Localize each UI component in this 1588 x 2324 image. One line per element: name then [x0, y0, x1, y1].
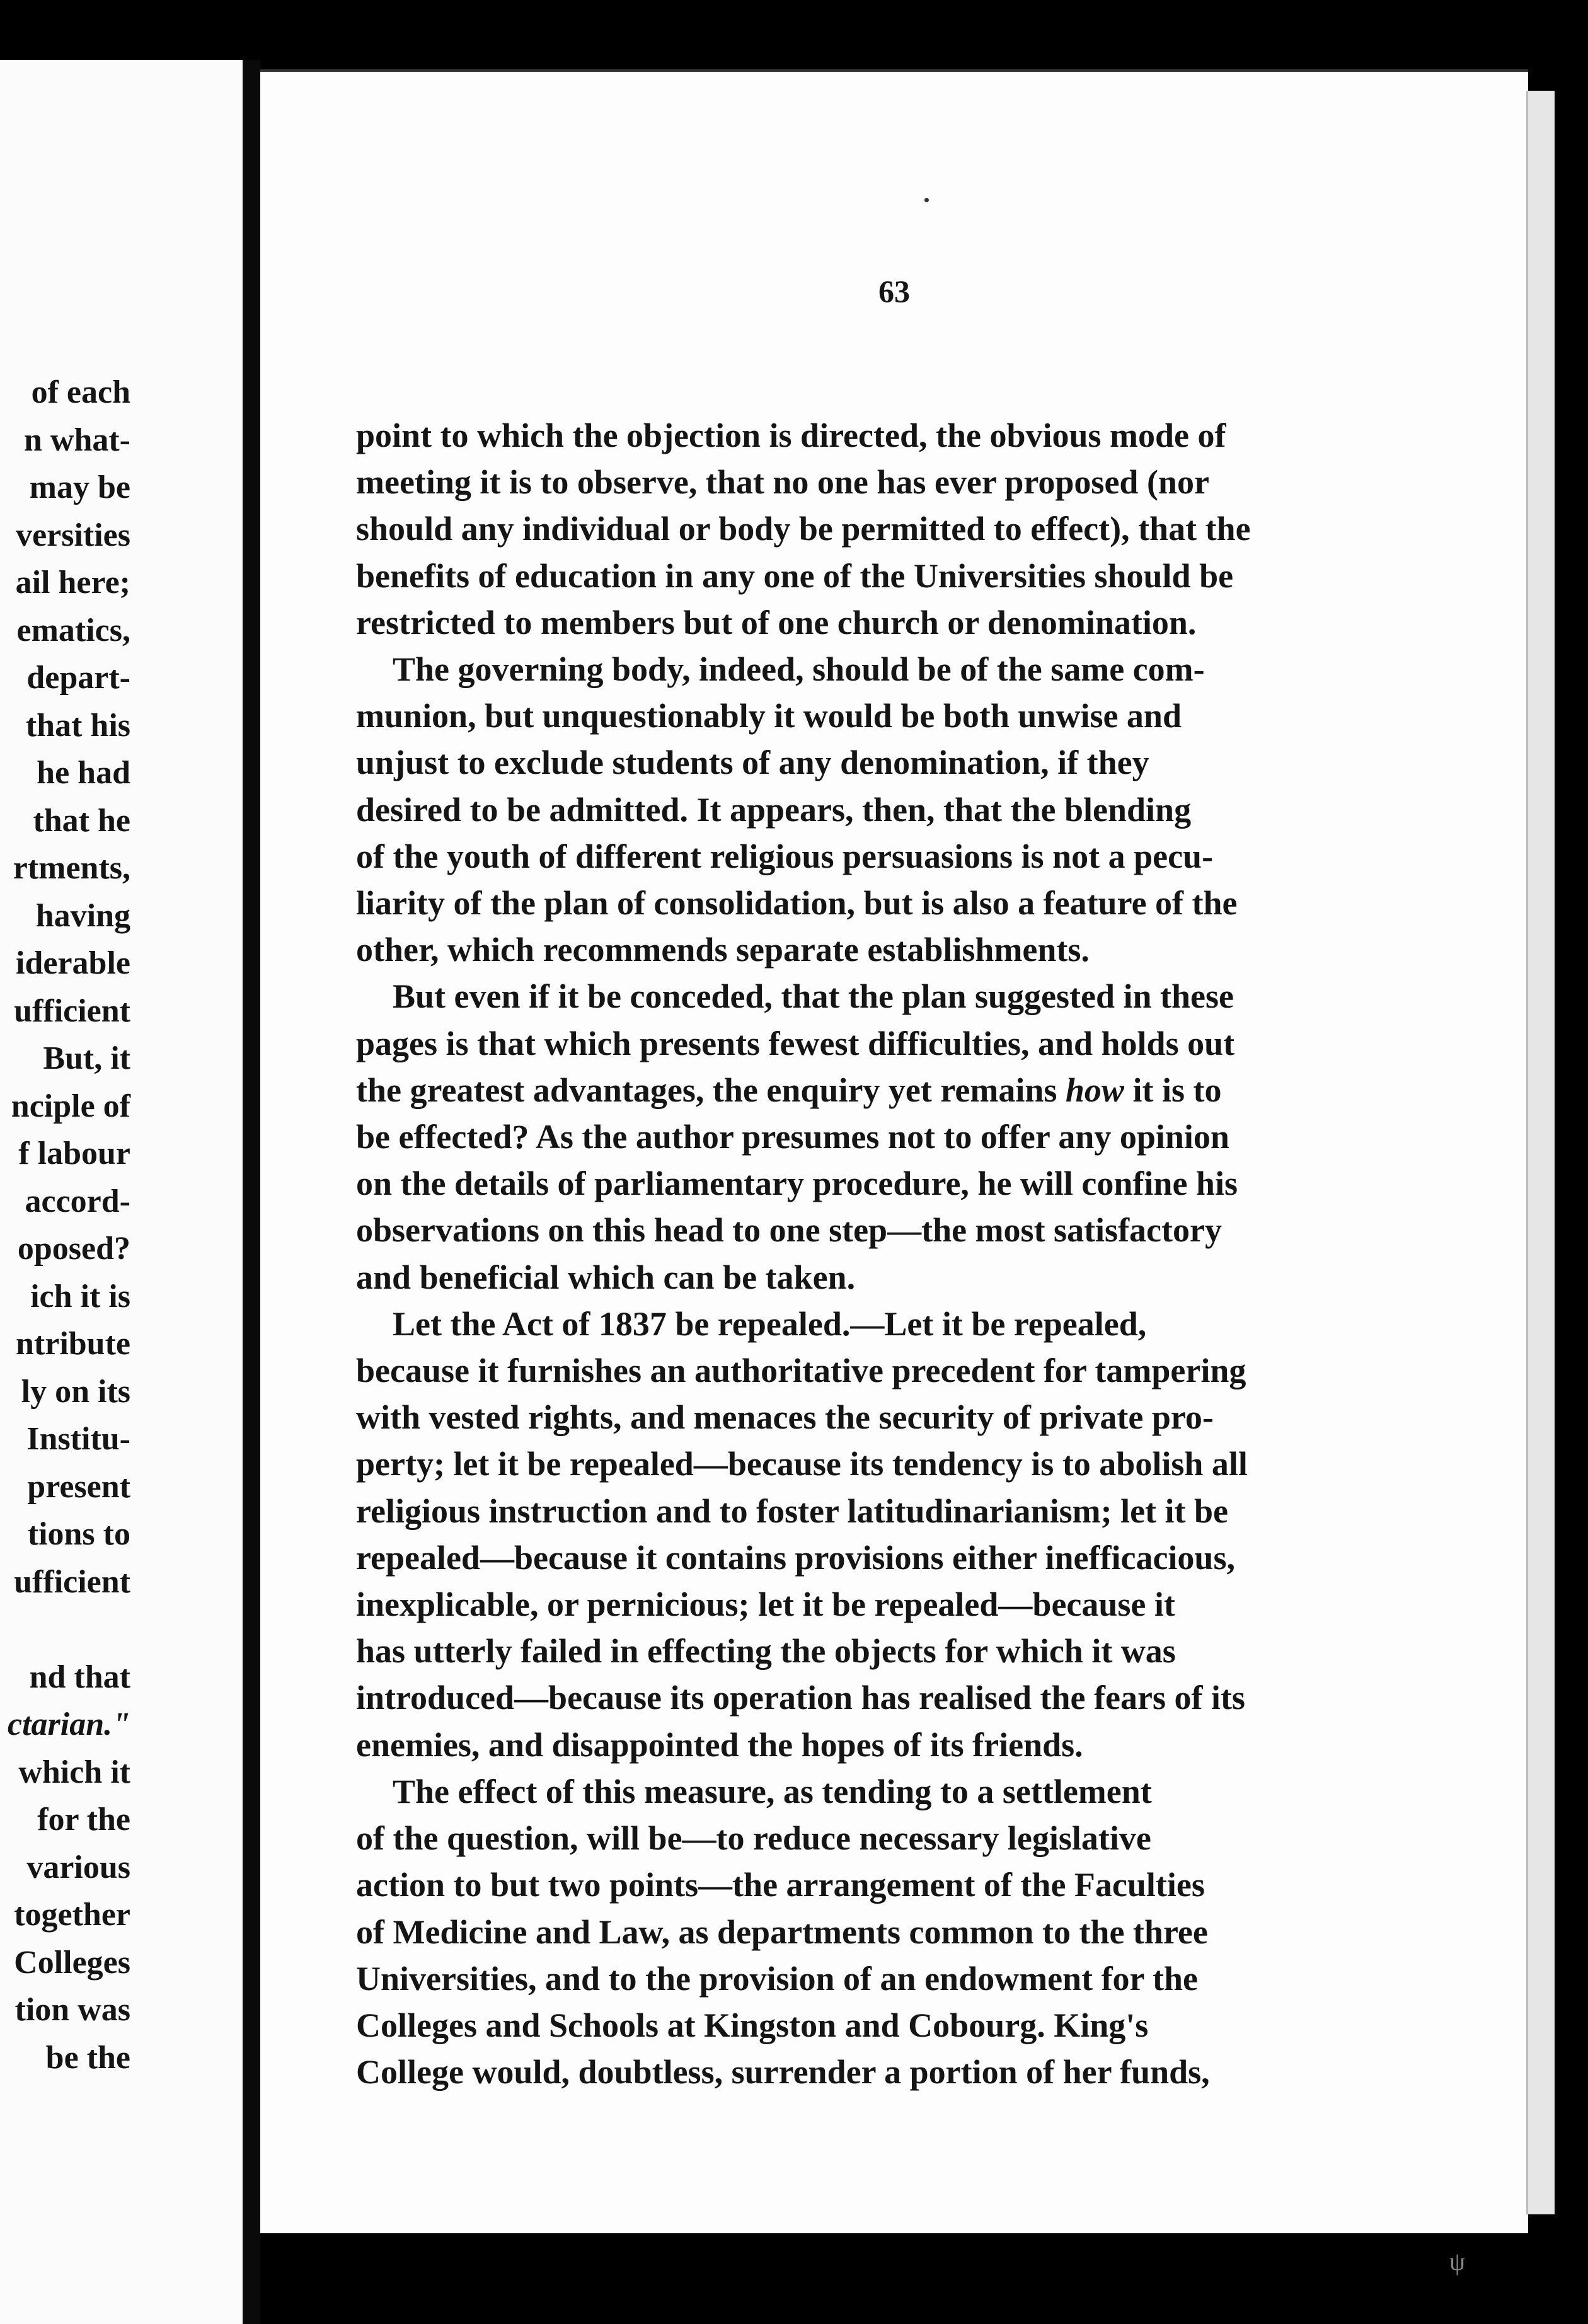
- text-line-end: it is to: [1132, 1071, 1222, 1109]
- text-line: religious instruction and to foster latitudinarianism; let it be: [356, 1492, 1229, 1530]
- book-gutter: [243, 60, 260, 2324]
- text-line: of Medicine and Law, as departments common to the three: [356, 1913, 1208, 1951]
- left-line: together: [14, 1897, 130, 1933]
- paragraph-4: [356, 1301, 1582, 1768]
- text-line: other, which recommends separate establishments.: [356, 931, 1090, 969]
- text-line: restricted to members but of one church or denomination.: [356, 603, 1197, 641]
- left-line: tions to: [27, 1516, 130, 1552]
- text-line: Let the Act of 1837 be repealed.—Let it be repealed,: [393, 1304, 1147, 1343]
- text-line: and beneficial which can be taken.: [356, 1258, 856, 1296]
- text-line: introduced—because its operation has realised the fears of its: [356, 1679, 1245, 1717]
- left-line: accord-: [25, 1183, 130, 1219]
- page-body: [356, 412, 1582, 2095]
- left-line: for the: [37, 1802, 130, 1838]
- left-line: rtments,: [13, 850, 130, 886]
- paragraph-2: [356, 646, 1582, 973]
- left-line: having: [35, 897, 130, 934]
- left-line: Institu-: [26, 1421, 130, 1457]
- left-line: f labour: [18, 1136, 130, 1171]
- left-line: depart-: [26, 660, 130, 696]
- text-line: [356, 1067, 1582, 1113]
- text-line: Colleges and Schools at Kingston and Cobourg. King's: [356, 2006, 1149, 2044]
- text-line: should any individual or body be permitted to effect), that the: [356, 510, 1251, 548]
- text-line: munion, but unquestionably it would be both unwise and: [356, 697, 1182, 735]
- text-line: meeting it is to observe, that no one has ever proposed (nor: [356, 463, 1209, 502]
- text-line: because it furnishes an authoritative precedent for tampering: [356, 1352, 1246, 1390]
- left-line: be the: [45, 2039, 130, 2076]
- page-number: 63: [878, 273, 910, 309]
- left-line: he had: [37, 755, 130, 791]
- text-line: of the question, will be—to reduce necessary legislative: [356, 1819, 1151, 1858]
- left-line: various: [26, 1849, 130, 1885]
- text-line: pages is that which presents fewest difficulties, and holds out: [356, 1024, 1235, 1062]
- previous-page-fragment: [0, 60, 243, 2324]
- paragraph-3: [356, 973, 1582, 1300]
- left-line: ail here;: [15, 565, 130, 601]
- text-line: enemies, and disappointed the hopes of its friends.: [356, 1725, 1083, 1764]
- text-line: action to but two points—the arrangement of the Faculties: [356, 1866, 1205, 1904]
- text-line: has utterly failed in effecting the objects for which it was: [356, 1632, 1176, 1671]
- left-line: of each: [31, 374, 130, 410]
- left-line: nciple of: [11, 1088, 130, 1124]
- text-line: of the youth of different religious persuasions is not a pecu-: [356, 837, 1214, 875]
- left-line-gap: [8, 1606, 130, 1654]
- left-line: iderable: [16, 945, 130, 981]
- text-line: College would, doubtless, surrender a portion of her funds,: [356, 2053, 1210, 2091]
- text-line: liarity of the plan of consolidation, but is also a feature of the: [356, 884, 1238, 923]
- text-line: on the details of parliamentary procedure, he will confine his: [356, 1165, 1238, 1203]
- left-line: which it: [18, 1754, 130, 1790]
- left-line: ich it is: [30, 1278, 130, 1314]
- text-line: benefits of education in any one of the Universities should be: [356, 556, 1234, 595]
- left-line: ntribute: [16, 1326, 130, 1362]
- left-line: ufficient: [14, 992, 130, 1029]
- text-line: repealed—because it contains provisions either inefficacious,: [356, 1538, 1235, 1577]
- left-line: tion was: [14, 1992, 130, 2028]
- left-line: ctarian.": [8, 1706, 130, 1742]
- text-line: be effected? As the author presumes not to offer any opinion: [356, 1118, 1229, 1156]
- left-line: But, it: [43, 1040, 130, 1076]
- left-line: Colleges: [14, 1944, 130, 1981]
- left-line: n what-: [23, 422, 130, 458]
- text-line: perty; let it be repealed—because its tendency is to abolish all: [356, 1445, 1248, 1483]
- left-line: nd that: [29, 1659, 130, 1695]
- text-line: point to which the objection is directed, the obvious mode of: [356, 417, 1226, 454]
- text-line: observations on this head to one step—the most satisfactory: [356, 1211, 1222, 1250]
- left-line: oposed?: [17, 1231, 130, 1267]
- paragraph-5: [356, 1768, 1582, 2095]
- previous-page-text: [8, 369, 130, 2081]
- print-speck: [924, 198, 929, 202]
- text-line: The effect of this measure, as tending to a settlement: [393, 1772, 1152, 1810]
- left-line: ematics,: [16, 612, 130, 648]
- left-line: ly on its: [21, 1373, 130, 1410]
- left-line: versities: [16, 517, 130, 553]
- emphasized-word: how: [1065, 1071, 1124, 1109]
- text-line: The governing body, indeed, should be of the same com-: [393, 650, 1205, 689]
- text-line: inexplicable, or pernicious; let it be repealed—because it: [356, 1585, 1175, 1624]
- left-line: present: [27, 1468, 130, 1505]
- text-line: But even if it be conceded, that the plan suggested in these: [393, 977, 1234, 1016]
- left-line: may be: [29, 469, 130, 505]
- book-page: [260, 69, 1528, 2233]
- text-line: unjust to exclude students of any denomination, if they: [356, 744, 1149, 782]
- text-line: with vested rights, and menaces the security of private pro-: [356, 1398, 1214, 1437]
- left-line: that he: [33, 802, 130, 839]
- scan-artifact-mark: ψ: [1449, 2247, 1466, 2275]
- paragraph-1: [356, 412, 1582, 646]
- left-line: that his: [25, 707, 130, 744]
- text-line: desired to be admitted. It appears, then, that the blending: [356, 790, 1192, 829]
- left-line: ufficient: [14, 1563, 130, 1600]
- text-line: Universities, and to the provision of an endowment for the: [356, 1959, 1199, 1998]
- text-line-start: the greatest advantages, the enquiry yet remains: [356, 1071, 1057, 1109]
